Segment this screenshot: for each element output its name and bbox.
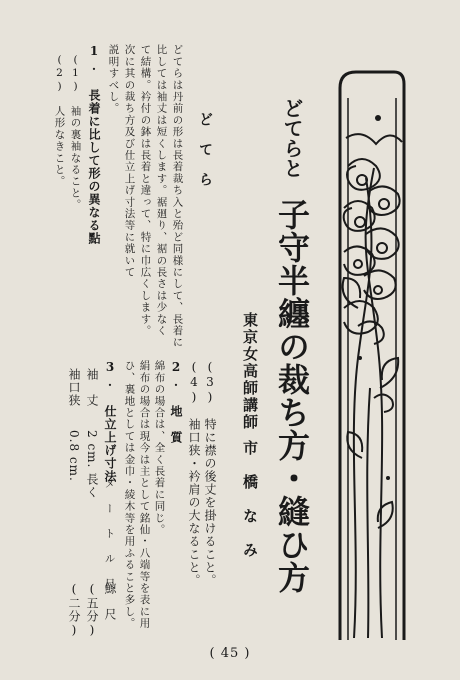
row-label: 袖 丈 — [85, 368, 99, 407]
article-title: 子守半纏の裁ち方・縫ひ方 — [273, 198, 311, 594]
section-2-heading: 2. 地 質 — [169, 360, 183, 444]
item-4: (4) 袖口狭・衿肩の大なること。 — [187, 360, 201, 587]
row-label: 袖口狭 — [67, 368, 81, 407]
row-kujira: (五分) — [85, 582, 99, 638]
row-value: 2 cm. 長く — [85, 430, 99, 500]
row-value: 0.8 cm. — [67, 430, 81, 482]
row-kujira: (二分) — [67, 582, 81, 638]
author-name: 市 橋 な み — [241, 440, 259, 559]
point-1-heading: 1. 長着に比して形の異なる點 — [87, 44, 101, 245]
item-3: (3) 特に襟の後丈を掛けること。 — [203, 360, 217, 587]
dotera-intro-1: どてらは丹前の形は長着裁ち入と殆ど同様にして、長着に — [171, 44, 184, 349]
dotera-intro-3: て結構。衿付の鉢は長着と違って、特に巾広くします。 — [139, 44, 152, 337]
section-dotera-heading: ど て ら — [197, 112, 213, 187]
unit-kujira-label: 鯨 尺 — [103, 582, 117, 621]
unit-meter-label: メ ー ト ル 尺 — [103, 478, 116, 590]
dotera-intro-5: 説明すべし。 — [107, 44, 120, 115]
title-prefix: どてらと — [280, 98, 304, 178]
section-2-line-2: 絹布の場合は現今は主として銘仙・八端等を表に用 — [138, 360, 151, 630]
page-number: ( 45 ) — [209, 646, 251, 661]
section-2-line-3: ひ、裏地としては金巾・綾木等を用ふること多し。 — [123, 360, 136, 630]
section-3-heading: 3. 仕立上げ寸法 — [103, 360, 117, 483]
dotera-intro-4: 次に其の裁ち方及び仕立上げ寸法等に就いて — [123, 44, 136, 278]
author-affiliation: 東京女高師講師 — [241, 312, 259, 431]
dotera-intro-2: 比しては袖丈は短くします。裾廻り、裾の長さは少なく — [155, 44, 168, 337]
point-1-item-2: (2) 人形なきこと。 — [53, 54, 66, 188]
section-2-line-1: 綿布の場合は、全く長着に同じ。 — [153, 360, 166, 536]
point-1-item-1: (1) 袖の裏袖なること。 — [69, 54, 82, 211]
rose-decoration — [318, 58, 418, 640]
